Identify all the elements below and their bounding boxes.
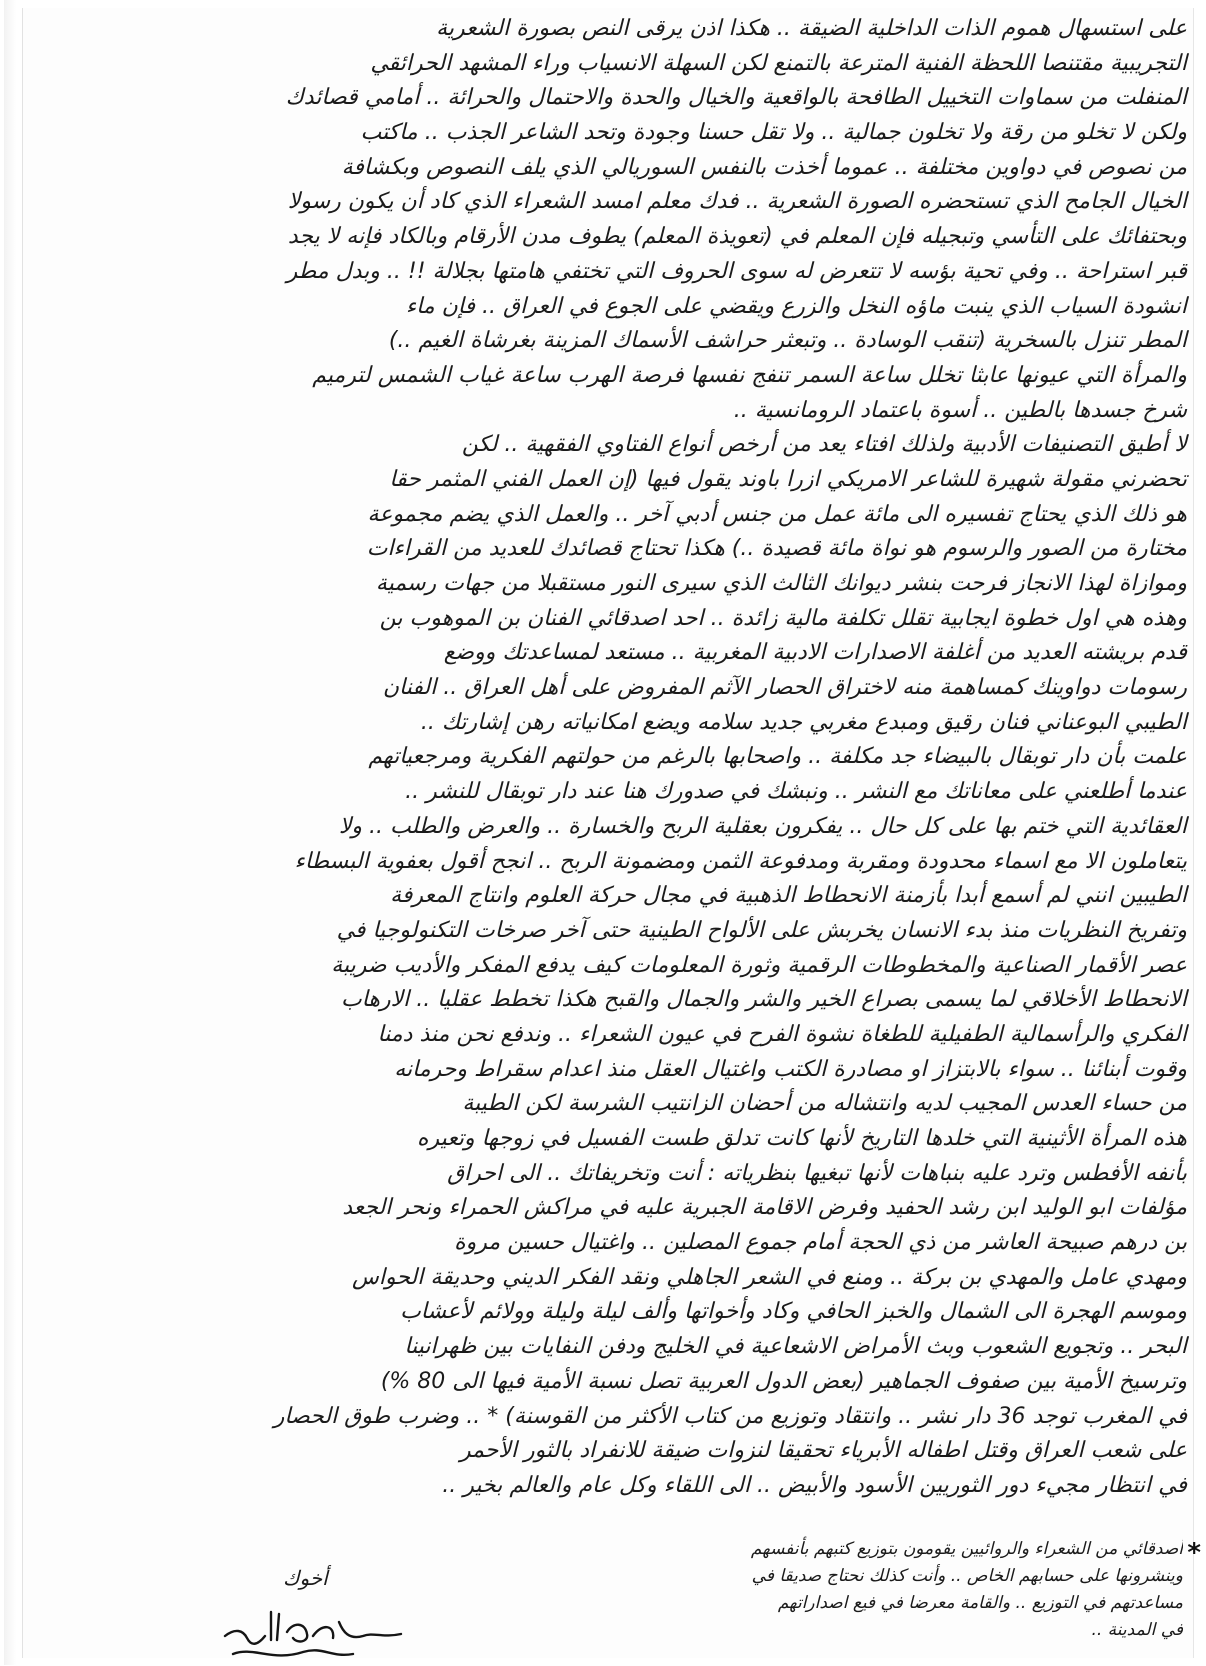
manuscript-line: وقوت أبنائنا .. سواء بالابتزاز او مصادرة الكتب واغتيال العقل منذ اعدام سقراط وحرمانه xyxy=(394,1056,1187,1082)
manuscript-line: وموسم الهجرة الى الشمال والخبز الحافي وكاد وأخواتها وألف ليلة وليلة وولائم لأعشاب xyxy=(400,1299,1187,1325)
manuscript-line: عندما أطلعني على معاناتك مع النشر .. ونبشك في صدورك هنا عند دار توبقال للنشر .. xyxy=(405,779,1187,805)
manuscript-line: وترسيخ الأمية بين صفوف الجماهير (بعض الدول العربية تصل نسبة الأمية فيها الى 80 %) xyxy=(380,1368,1187,1394)
manuscript-line: بأنفه الأفطس وترد عليه بنباهات لأنها تبغيها بنظرياته : أنت وتخريفاتك .. الى احراق xyxy=(447,1160,1187,1186)
manuscript-line: رسومات دواوينك كمساهمة منه لاختراق الحصار الآثم المفروض على أهل العراق .. الفنان xyxy=(382,675,1187,701)
manuscript-line: علمت بأن دار توبقال بالبيضاء جد مكلفة .. واصحابها بالرغم من حولتهم الفكرية ومرجعياتهم xyxy=(368,744,1187,770)
manuscript-line: شرخ جسدها بالطين .. أسوة باعتماد الرومانسية .. xyxy=(733,397,1187,423)
handwritten-signature xyxy=(213,1592,413,1664)
manuscript-line: الطيبين انني لم أسمع أبدا بأزمنة الانحطاط الذهبية في مجال حركة العلوم وانتاج المعرفة xyxy=(390,883,1187,909)
closing-greeting: أخوك xyxy=(283,1566,328,1590)
manuscript-line: انشودة السياب الذي ينبت ماؤه النخل والزرع ويقضي على الجوع في العراق .. فإن ماء xyxy=(405,293,1187,319)
letter-body xyxy=(71,12,1191,1504)
manuscript-line: مختارة من الصور والرسوم هو نواة مائة قصيدة ..) هكذا تحتاج قصائدك للعديد من القراءات xyxy=(366,536,1187,562)
manuscript-line: المطر تنزل بالسخرية (تنقب الوسادة .. وتبعثر حراشف الأسماك المزينة بغرشاة الغيم ..) xyxy=(388,328,1187,354)
footnote-line: في المدينة .. xyxy=(1091,1620,1183,1640)
manuscript-line: التجريبية مقتنصا اللحظة الفنية المترعة بالتمنع لكن السهلة الانسياب وراء المشهد الحرائقي xyxy=(370,50,1187,76)
manuscript-line: بن درهم صبيحة العاشر من ذي الحجة أمام جموع المصلين .. واغتيال حسين مروة xyxy=(454,1230,1187,1256)
scan-edge-shadow xyxy=(4,0,16,1665)
manuscript-line: والمرأة التي عيونها عابثا تخلل ساعة السمر تنفج نفسها فرصة الهرب ساعة غياب الشمس لترميم xyxy=(312,362,1187,388)
manuscript-line: المنفلت من سماوات التخييل الطافحة بالواقعية والخيال والحدة والاحتمال والحرائة .. أمامي قصائدك xyxy=(285,85,1187,111)
manuscript-line: لا أطيق التصنيفات الأدبية ولذلك افتاء يعد من أرخص أنواع الفتاوي الفقهية .. لكن xyxy=(461,432,1187,458)
manuscript-line: من حساء العدس المجيب لديه وانتشاله من أحضان الزانتيب الشرسة لكن الطيبة xyxy=(462,1091,1187,1117)
footnote-line: مساعدتهم في التوزيع .. والقامة معرضا في فيع اصداراتهم xyxy=(777,1593,1183,1613)
closing-block xyxy=(213,1566,463,1666)
manuscript-line: مؤلفات ابو الوليد ابن رشد الحفيد وفرض الاقامة الجبرية عليه في مراكش الحمراء ونحر الجعد xyxy=(342,1195,1187,1221)
footnote-asterisk: * xyxy=(1187,1538,1201,1568)
manuscript-line: يتعاملون الا مع اسماء محدودة ومقربة ومدفوعة الثمن ومضمونة الربح .. انجح أقول بعفوية البسطاء xyxy=(294,848,1187,874)
manuscript-line: قبر استراحة .. وفي تحية بؤسه لا تتعرض له سوى الحروف التي تختفي هامتها بجلالة !! .. وبدل مطر xyxy=(286,258,1187,284)
footnote-block xyxy=(533,1536,1201,1644)
manuscript-line: هو ذلك الذي يحتاج تفسيره الى مائة عمل من جنس أدبي آخر .. والعمل الذي يضم مجموعة xyxy=(367,501,1187,527)
manuscript-line: ومهدي عامل والمهدي بن بركة .. ومنع في الشعر الجاهلي ونقد الفكر الديني وحديقة الحواس xyxy=(352,1264,1187,1290)
manuscript-line: الفكري والرأسمالية الطفيلية للطغاة نشوة الفرح في عيون الشعراء .. وندفع نحن منذ دمنا xyxy=(377,1021,1187,1047)
manuscript-line: الانحطاط الأخلاقي لما يسمى بصراع الخير والشر والجمال والقبح هكذا تخطط عقليا .. الارهاب xyxy=(340,987,1187,1013)
manuscript-line: في المغرب توجد 36 دار نشر .. وانتقاد وتوزيع من كتاب الأكثر من القوسنة) * .. وضرب طوق الحصار xyxy=(273,1403,1187,1429)
manuscript-line: ولكن لا تخلو من رقة ولا تخلون جمالية .. ولا تقل حسنا وجودة وتحد الشاعر الجذب .. ماكتب xyxy=(360,120,1187,146)
manuscript-line: تحضرني مقولة شهيرة للشاعر الامريكي ازرا باوند يقول فيها (إن العمل الفني المثمر حقا xyxy=(389,466,1187,492)
manuscript-line: وبحتفائك على التأسي وتبجيله فإن المعلم في (تعويذة المعلم) يطوف مدن الأرقام وبالكاد فإنه لا يجد xyxy=(287,224,1187,250)
manuscript-line: على شعب العراق وقتل اطفاله الأبرياء تحقيقا لنزوات ضيقة للانفراد بالثور الأحمر xyxy=(459,1438,1187,1464)
manuscript-line: وموازاة لهذا الانجاز فرحت بنشر ديوانك الثالث الذي سيرى النور مستقبلا من جهات رسمية xyxy=(375,571,1187,596)
manuscript-line: على استسهال هموم الذات الداخلية الضيقة .. هكذا اذن يرقى النص بصورة الشعرية xyxy=(436,16,1187,41)
footnote-line: أصدقائي من الشعراء والروائيين يقومون بتوزيع كتبهم بأنفسهم xyxy=(750,1539,1183,1559)
manuscript-line: هذه المرأة الأثينية التي خلدها التاريخ لأنها كانت تدلق طست الفسيل في زوجها وتعيره xyxy=(417,1126,1187,1151)
handwritten-sheet xyxy=(22,8,1201,1658)
manuscript-line: قدم بريشته العديد من أغلفة الاصدارات الادبية المغربية .. مستعد لمساعدتك ووضع xyxy=(443,640,1187,666)
manuscript-line: في انتظار مجيء دور الثوريين الأسود والأبيض .. الى اللقاء وكل عام والعالم بخير .. xyxy=(442,1472,1187,1498)
manuscript-line: وتفريخ النظريات منذ بدء الانسان يخربش على الألواح الطينية حتى آخر صرخات التكنولوجيا في xyxy=(336,917,1187,943)
manuscript-line: من نصوص في دواوين مختلفة .. عموما أخذت بالنفس السوريالي الذي يلف النصوص وبكشافة xyxy=(341,154,1187,180)
manuscript-line: عصر الأقمار الصناعية والمخطوطات الرقمية وثورة المعلومات كيف يدفع المفكر والأديب ضريبة xyxy=(331,952,1187,978)
manuscript-line: الخيال الجامح الذي تستحضره الصورة الشعرية .. فدك معلم امسد الشعراء الذي كاد أن يكون رسولا xyxy=(287,189,1187,215)
footnote-line: وينشرونها على حسابهم الخاص .. وأنت كذلك نحتاج صديقا في xyxy=(751,1566,1183,1586)
manuscript-line: الطيبي البوعناني فنان رقيق ومبدع مغربي جديد سلامه ويضع امكانياته رهن إشارتك .. xyxy=(420,709,1187,735)
manuscript-line: العقائدية التي ختم بها على كل حال .. يفكرون بعقلية الربح والخسارة .. والعرض والطلب .. ولا xyxy=(338,813,1187,839)
manuscript-line: البحر .. وتجويع الشعوب وبث الأمراض الاشعاعية في الخليج ودفن النفايات بين ظهرانينا xyxy=(404,1334,1187,1360)
manuscript-line: وهذه هي اول خطوة ايجابية تقلل تكلفة مالية زائدة .. احد اصدقائي الفنان بن الموهوب بن xyxy=(379,605,1187,631)
